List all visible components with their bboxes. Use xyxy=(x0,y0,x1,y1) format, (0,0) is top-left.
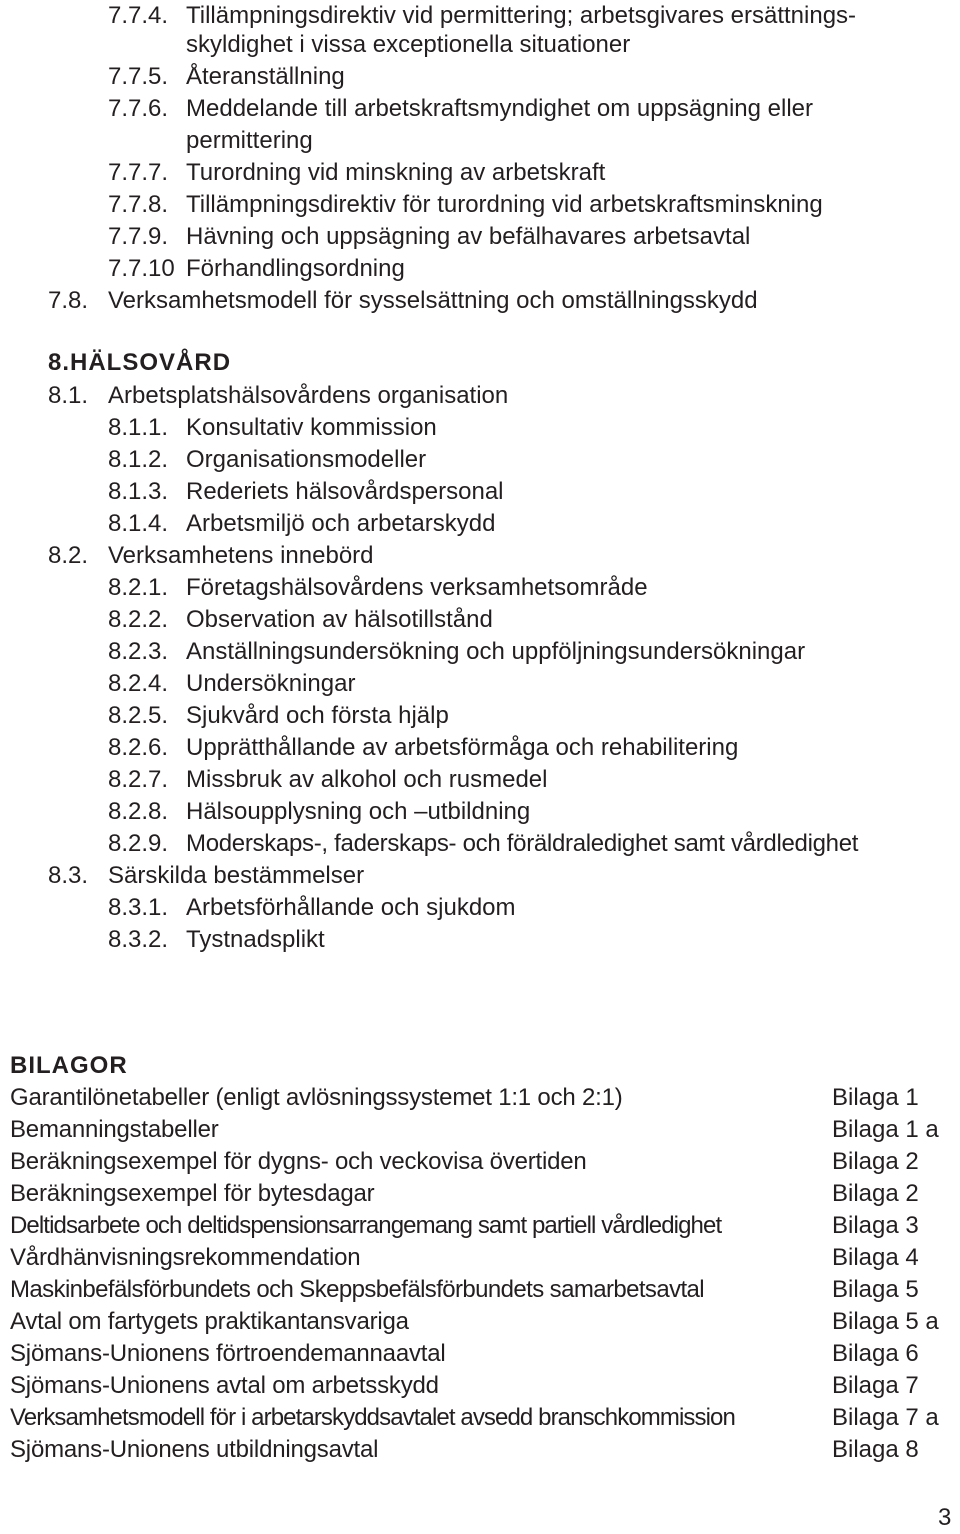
toc-title: Missbruk av alkohol och rusmedel xyxy=(186,766,548,793)
toc-title: Undersökningar xyxy=(186,670,356,697)
toc-number: 8.2.5. xyxy=(108,702,169,729)
toc-number: 8.3. xyxy=(48,862,89,889)
toc-title: Återanställning xyxy=(186,63,345,90)
toc-title: Meddelande till arbetskraftsmyndighet om uppsägning eller xyxy=(186,95,814,122)
bilaga-ref: Bilaga 2 xyxy=(832,1148,919,1175)
toc-title: Upprätthållande av arbetsförmåga och rehabilitering xyxy=(186,734,739,761)
toc-number: 8.2.9. xyxy=(108,830,169,857)
bilaga-row xyxy=(10,1114,950,1146)
bilaga-title: Beräkningsexempel för dygns- och veckovisa övertiden xyxy=(10,1148,587,1175)
toc-title: Tystnadsplikt xyxy=(186,926,325,953)
bilaga-title: Maskinbefälsförbundets och Skeppsbefälsförbundets samarbetsavtal xyxy=(10,1276,705,1303)
toc-number: 7.7.4. xyxy=(108,2,169,29)
toc-title: Arbetsförhållande och sjukdom xyxy=(186,894,516,921)
bilaga-title: Garantilönetabeller (enligt avlösningssystemet 1:1 och 2:1) xyxy=(10,1084,623,1111)
toc-title: Rederiets hälsovårdspersonal xyxy=(186,478,504,505)
toc-title: Tillämpningsdirektiv vid permittering; arbetsgivares ersättnings- xyxy=(186,2,857,29)
section-heading-bilagor: BILAGOR xyxy=(10,1052,128,1079)
toc-number: 7.7.7. xyxy=(108,159,169,186)
toc-title: Konsultativ kommission xyxy=(186,414,437,441)
toc-title: Arbetsplatshälsovårdens organisation xyxy=(108,382,509,409)
toc-title: Turordning vid minskning av arbetskraft xyxy=(186,159,606,186)
bilaga-ref: Bilaga 6 xyxy=(832,1340,919,1367)
toc-number: 8.1.1. xyxy=(108,414,169,441)
bilaga-row xyxy=(10,1306,950,1338)
toc-title: Arbetsmiljö och arbetarskydd xyxy=(186,510,496,537)
bilaga-ref: Bilaga 5 xyxy=(832,1276,919,1303)
toc-number: 8.1. xyxy=(48,382,89,409)
toc-number: 7.7.5. xyxy=(108,63,169,90)
toc-title: Tillämpningsdirektiv för turordning vid arbetskraftsminskning xyxy=(186,191,823,218)
toc-title: Verksamhetens innebörd xyxy=(108,542,374,569)
bilaga-title: Deltidsarbete och deltidspensionsarrangemang samt partiell vårdledighet xyxy=(10,1212,722,1239)
toc-title: Förhandlingsordning xyxy=(186,255,405,282)
bilaga-row xyxy=(10,1370,950,1402)
bilaga-title: Verksamhetsmodell för i arbetarskyddsavtalet avsedd branschkommission xyxy=(10,1404,735,1431)
toc-title: Moderskaps-, faderskaps- och föräldraledighet samt vårdledighet xyxy=(186,830,859,857)
bilaga-title: Sjömans-Unionens utbildningsavtal xyxy=(10,1436,379,1463)
toc-number: 8.2.1. xyxy=(108,574,169,601)
bilaga-ref: Bilaga 1 a xyxy=(832,1116,939,1143)
toc-number: 8.2.3. xyxy=(108,638,169,665)
toc-title: permittering xyxy=(186,127,313,154)
bilaga-row xyxy=(10,1178,950,1210)
toc-number: 7.8. xyxy=(48,287,89,314)
toc-title: Anställningsundersökning och uppföljningsundersökningar xyxy=(186,638,806,665)
bilaga-row xyxy=(10,1210,950,1242)
toc-number: 8.1.4. xyxy=(108,510,169,537)
bilaga-title: Sjömans-Unionens förtroendemannaavtal xyxy=(10,1340,446,1367)
toc-number: 8.1.2. xyxy=(108,446,169,473)
toc-number: 8.3.2. xyxy=(108,926,169,953)
toc-number: 8.2.6. xyxy=(108,734,169,761)
toc-number: 8.2.2. xyxy=(108,606,169,633)
bilaga-row xyxy=(10,1146,950,1178)
bilaga-ref: Bilaga 5 a xyxy=(832,1308,939,1335)
bilaga-ref: Bilaga 7 a xyxy=(832,1404,939,1431)
bilaga-row xyxy=(10,1434,950,1466)
toc-number: 8.2.4. xyxy=(108,670,169,697)
toc-number: 8.2.8. xyxy=(108,798,169,825)
bilaga-row xyxy=(10,1338,950,1370)
toc-number: 7.7.8. xyxy=(108,191,169,218)
toc-title: Observation av hälsotillstånd xyxy=(186,606,493,633)
toc-title: Företagshälsovårdens verksamhetsområde xyxy=(186,574,648,601)
page-number: 3 xyxy=(938,1504,952,1531)
toc-number: 8.2. xyxy=(48,542,89,569)
toc-title: Särskilda bestämmelser xyxy=(108,862,365,889)
toc-number: 8.2.7. xyxy=(108,766,169,793)
bilaga-title: Beräkningsexempel för bytesdagar xyxy=(10,1180,375,1207)
toc-number: 7.7.10 xyxy=(108,255,175,282)
toc-title: Verksamhetsmodell för sysselsättning och omställningsskydd xyxy=(108,287,758,314)
bilaga-ref: Bilaga 1 xyxy=(832,1084,919,1111)
bilaga-row xyxy=(10,1082,950,1114)
bilaga-ref: Bilaga 2 xyxy=(832,1180,919,1207)
bilaga-row xyxy=(10,1274,950,1306)
bilaga-ref: Bilaga 8 xyxy=(832,1436,919,1463)
section-heading-halsovard: 8.HÄLSOVÅRD xyxy=(48,349,232,376)
toc-title: Organisationsmodeller xyxy=(186,446,427,473)
toc-title: Sjukvård och första hjälp xyxy=(186,702,449,729)
bilaga-ref: Bilaga 7 xyxy=(832,1372,919,1399)
toc-number: 8.1.3. xyxy=(108,478,169,505)
toc-title: Hävning och uppsägning av befälhavares arbetsavtal xyxy=(186,223,751,250)
toc-number: 7.7.9. xyxy=(108,223,169,250)
bilaga-ref: Bilaga 3 xyxy=(832,1212,919,1239)
toc-number: 7.7.6. xyxy=(108,95,169,122)
bilaga-row xyxy=(10,1242,950,1274)
bilaga-title: Vårdhänvisningsrekommendation xyxy=(10,1244,361,1271)
bilaga-title: Sjömans-Unionens avtal om arbetsskydd xyxy=(10,1372,439,1399)
bilaga-title: Avtal om fartygets praktikantansvariga xyxy=(10,1308,409,1335)
bilaga-title: Bemanningstabeller xyxy=(10,1116,219,1143)
toc-number: 8.3.1. xyxy=(108,894,169,921)
toc-title: Hälsoupplysning och –utbildning xyxy=(186,798,531,825)
bilaga-row xyxy=(10,1402,950,1434)
bilaga-ref: Bilaga 4 xyxy=(832,1244,919,1271)
toc-title: skyldighet i vissa exceptionella situationer xyxy=(186,31,631,58)
